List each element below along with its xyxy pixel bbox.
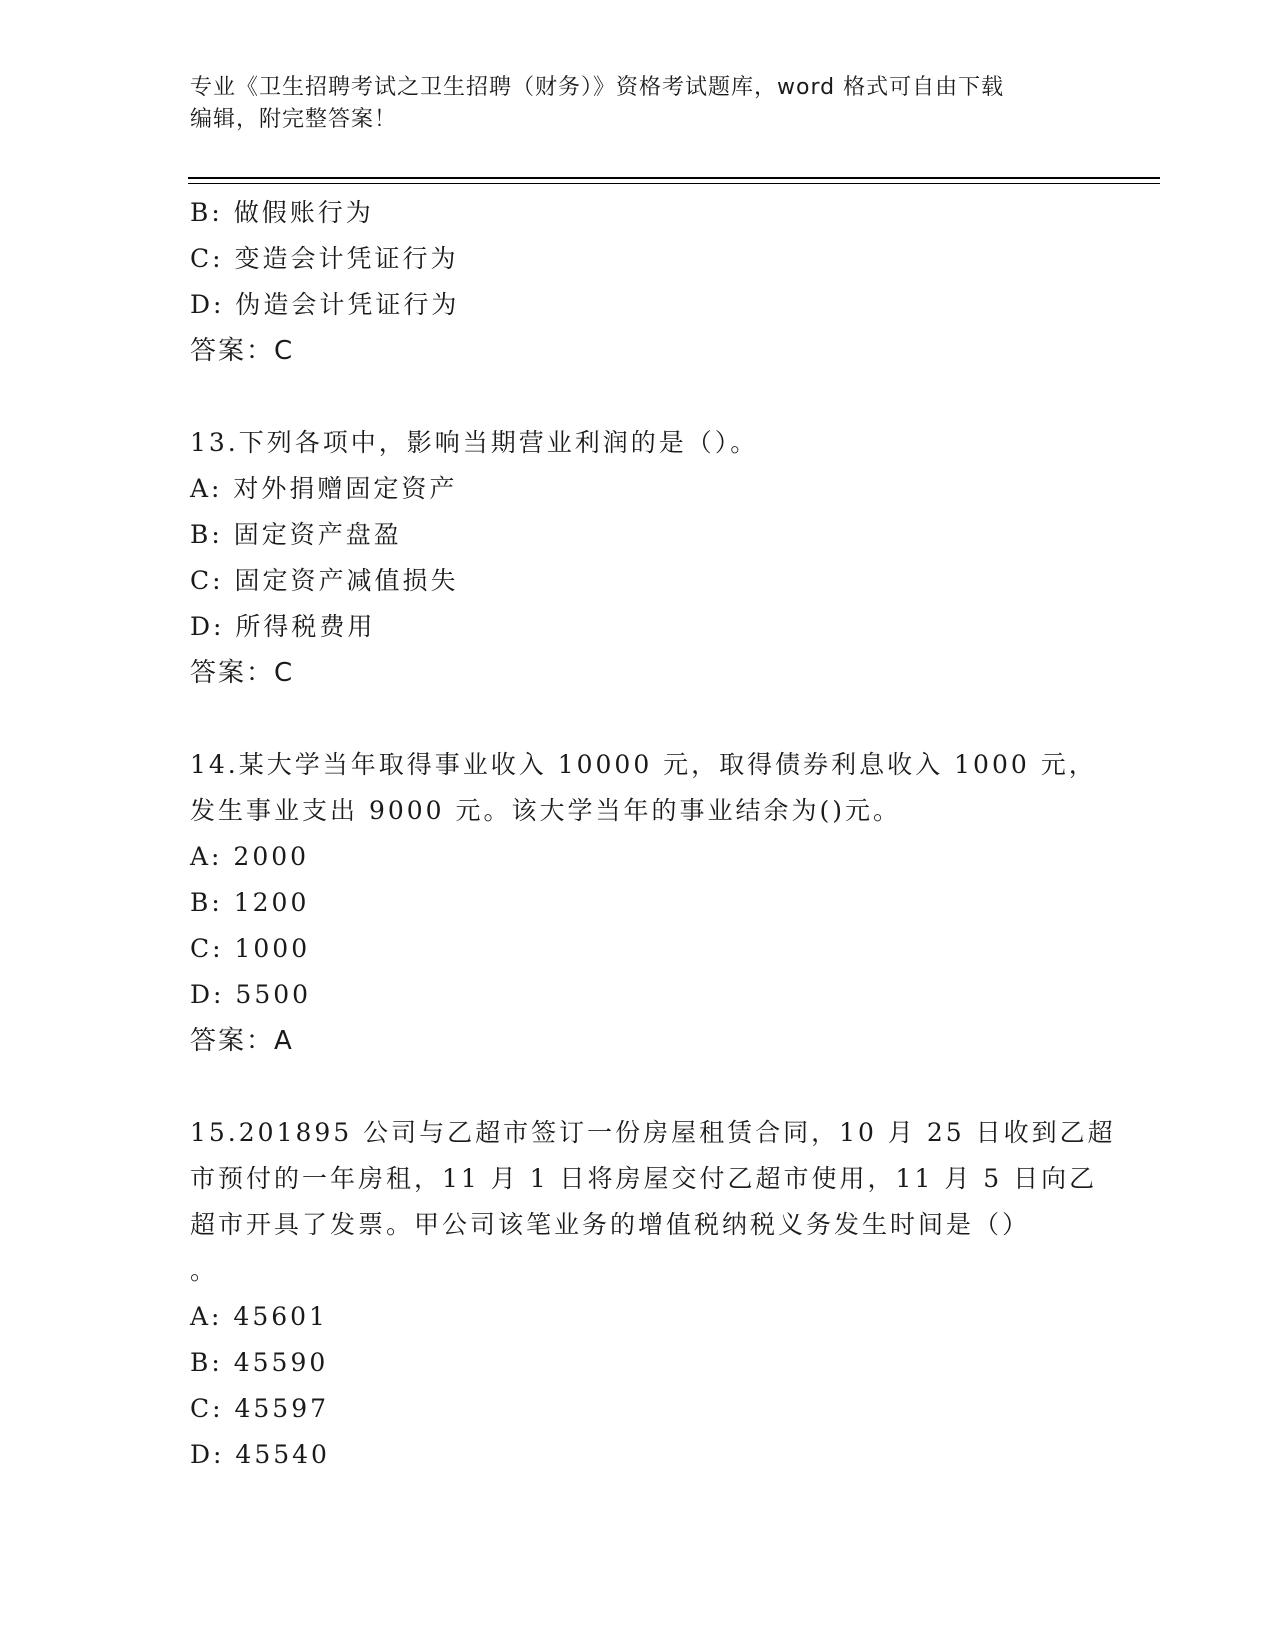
question-stem: 超市开具了发票。甲公司该笔业务的增值税纳税义务发生时间是（） (190, 1210, 1031, 1239)
document-header (190, 72, 1090, 136)
option-c: C: 1000 (190, 934, 311, 963)
question-13 (190, 420, 1090, 696)
option-d: D: 所得税费用 (190, 612, 376, 641)
spacer (190, 696, 1090, 742)
option-c: C: 变造会计凭证行为 (190, 244, 459, 273)
question-stem: 13.下列各项中，影响当期营业利润的是（）。 (190, 428, 759, 457)
option-a: A: 2000 (190, 842, 310, 871)
option-b: B: 45590 (190, 1348, 329, 1377)
option-d: D: 伪造会计凭证行为 (190, 290, 460, 319)
spacer (190, 374, 1090, 420)
question-15 (190, 1110, 1116, 1478)
option-d: D: 5500 (190, 980, 312, 1009)
question-stem: 14.某大学当年取得事业收入 10000 元，取得债券利息收入 1000 元， (190, 750, 1097, 779)
question-stem: 。 (190, 1256, 219, 1285)
answer-line: 答案：C (190, 336, 295, 366)
question-12-continued (190, 190, 1090, 374)
question-14 (190, 742, 1097, 1064)
question-stem: 发生事业支出 9000 元。该大学当年的事业结余为()元。 (190, 796, 902, 825)
header-divider-thin (188, 183, 1160, 184)
answer-line: 答案：A (190, 1026, 294, 1056)
answer-line: 答案：C (190, 658, 295, 688)
option-c: C: 固定资产减值损失 (190, 566, 459, 595)
option-d: D: 45540 (190, 1440, 330, 1469)
option-a: A: 45601 (190, 1302, 328, 1331)
header-divider-thick (188, 177, 1160, 179)
header-line-1: 专业《卫生招聘考试之卫生招聘（财务）》资格考试题库，word 格式可自由下载 (190, 75, 1005, 100)
option-c: C: 45597 (190, 1394, 330, 1423)
option-b: B: 做假账行为 (190, 198, 374, 227)
option-b: B: 固定资产盘盈 (190, 520, 402, 549)
spacer (190, 1064, 1090, 1110)
option-a: A: 对外捐赠固定资产 (190, 474, 458, 503)
option-b: B: 1200 (190, 888, 310, 917)
question-stem: 15.201895 公司与乙超市签订一份房屋租赁合同，10 月 25 日收到乙超 (190, 1118, 1116, 1147)
header-line-2: 编辑，附完整答案！ (190, 107, 398, 132)
question-list (190, 190, 1116, 1478)
question-stem: 市预付的一年房租，11 月 1 日将房屋交付乙超市使用，11 月 5 日向乙 (190, 1164, 1098, 1193)
